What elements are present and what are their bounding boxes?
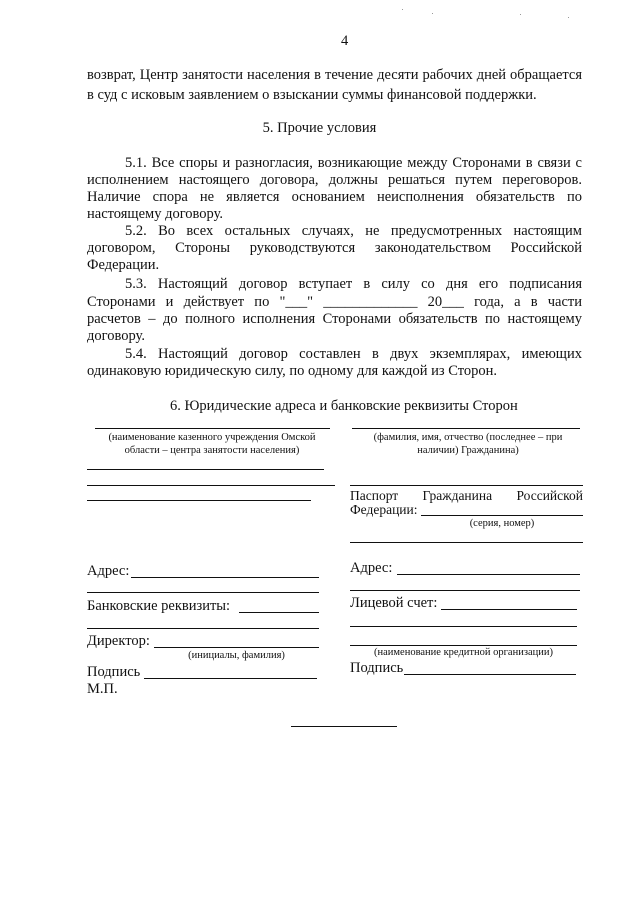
left-signature-label: Подпись <box>87 664 141 680</box>
account-label: Лицевой счет: <box>350 595 438 611</box>
left-signature-line <box>144 678 317 679</box>
clause-5-4-line: 5.4. Настоящий договор составлен в двух экземплярах, имеющих <box>125 346 582 362</box>
clause-5-1-line: исполнением настоящего договора, должны решаться путем переговоров. <box>87 172 582 188</box>
bottom-separator <box>291 726 397 727</box>
left-address-line <box>131 577 319 578</box>
clause-5-2-line: Федерации. <box>87 257 160 273</box>
blank-line <box>350 485 583 486</box>
right-signature-label: Подпись <box>350 660 404 676</box>
right-signature-line <box>404 674 576 675</box>
director-line <box>154 647 319 648</box>
clause-5-3-line: расчетов – до полного исполнения Сторонами обязательств по настоящему <box>87 311 582 327</box>
blank-line <box>87 485 335 486</box>
citizen-caption-line-1: (фамилия, имя, отчество (последнее – при <box>373 432 563 443</box>
page-number: 4 <box>341 33 349 49</box>
org-name-line <box>95 428 330 429</box>
passport-label-2: Федерации: <box>350 502 418 517</box>
bank-details-label: Банковские реквизиты: <box>87 598 231 614</box>
bank-name-caption: (наименование кредитной организации) <box>374 647 553 658</box>
clause-5-3-line: договору. <box>87 328 145 344</box>
stamp-label: М.П. <box>87 681 118 697</box>
citizen-name-line <box>352 428 580 429</box>
scan-speck <box>402 9 403 10</box>
blank-line <box>87 469 324 470</box>
clause-5-1-line: 5.1. Все споры и разногласия, возникающие между Сторонами в связи с <box>125 155 582 171</box>
blank-line <box>87 628 319 629</box>
section-6-title: 6. Юридические адреса и банковские реквизиты Сторон <box>170 398 518 414</box>
director-label: Директор: <box>87 633 150 649</box>
clause-5-2-line: договором, Стороны руководствуются законодательством Российской <box>87 240 582 256</box>
intro-line-1: возврат, Центр занятости населения в течение десяти рабочих дней обращается <box>87 67 582 83</box>
right-address-line <box>397 574 580 575</box>
clause-5-4-line: одинаковую юридическую силу, по одному для каждой из Сторон. <box>87 363 498 379</box>
account-line <box>441 609 577 610</box>
citizen-caption-line-2: наличии) Гражданина) <box>417 445 519 456</box>
scan-speck <box>432 13 433 14</box>
blank-line <box>350 590 580 591</box>
intro-line-2: в суд с исковым заявлением о взыскании суммы финансовой поддержки. <box>87 87 537 103</box>
blank-line <box>87 592 319 593</box>
blank-line <box>87 500 311 501</box>
clause-5-3-line: Сторонами и действует по "___" _____________ 20___ года, а в части <box>87 294 582 310</box>
clause-5-2-line: 5.2. Во всех остальных случаях, не предусмотренных настоящим <box>125 223 582 239</box>
blank-line <box>350 542 583 543</box>
passport-label: Паспорт Гражданина Российской <box>350 488 583 503</box>
section-5-title: 5. Прочие условия <box>262 120 377 136</box>
passport-line <box>421 515 583 516</box>
clause-5-3-line: 5.3. Настоящий договор вступает в силу со дня его подписания <box>125 276 582 292</box>
clause-5-1-line: Наличие спора не является основанием неисполнения обязательств по <box>87 189 582 205</box>
scan-speck <box>568 17 569 18</box>
scan-speck <box>520 14 521 15</box>
bank-details-line <box>239 612 319 613</box>
left-address-label: Адрес: <box>87 563 130 579</box>
org-caption-line-2: области – центра занятости населения) <box>124 445 300 456</box>
blank-line <box>350 626 577 627</box>
clause-5-1-line: настоящему договору. <box>87 206 224 222</box>
passport-caption: (серия, номер) <box>469 518 535 529</box>
right-address-label: Адрес: <box>350 560 393 576</box>
director-caption: (инициалы, фамилия) <box>188 650 285 661</box>
org-caption-line-1: (наименование казенного учреждения Омской <box>108 432 316 443</box>
